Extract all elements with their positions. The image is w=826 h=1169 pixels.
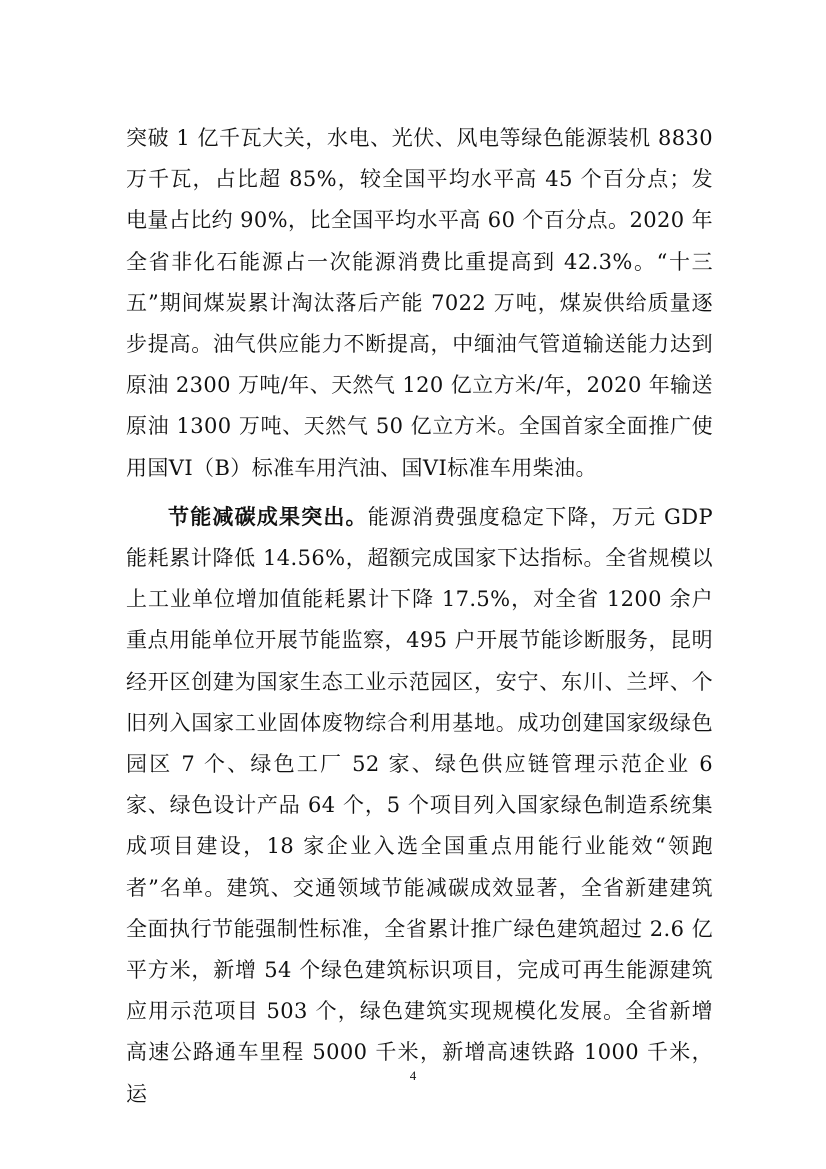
paragraph-1-text: 突破 1 亿千瓦大关，水电、光伏、风电等绿色能源装机 8830 万千瓦，占比超 85%，较全国平均水平高 45 个百分点；发电量占比约 90%，比全国平均水平高 60 个百分点。2020 年全省非化石能源占一次能源消费比重提高到 42.3%。“十三五”期间煤炭累计淘汰落后产能 7022 万吨，煤炭供给质量逐步提高。油气供应能力不断提高，中缅油气管道输送能力达到原油 2300 万吨/年、天然气 120 亿立方米/年，2020 年输送原油 1300 万吨、天然气 50 亿立方米。全国首家全面推广使用国VI（B）标准车用汽油、国VI标准车用柴油。 [126, 126, 713, 480]
paragraph-2-text: 能源消费强度稳定下降，万元 GDP 能耗累计降低 14.56%，超额完成国家下达指标。全省规模以上工业单位增加值能耗累计下降 17.5%，对全省 1200 余户重点用能单位开展节能监察，495 户开展节能诊断服务，昆明经开区创建为国家生态工业示范园区，安宁、东川、兰坪、个旧列入国家工业固体废物综合利用基地。成功创建国家级绿色园区 7 个、绿色工厂 52 家、绿色供应链管理示范企业 6 家、绿色设计产品 64 个，5 个项目列入国家绿色制造系统集成项目建设，18 家企业入选全国重点用能行业能效“领跑者”名单。建筑、交通领域节能减碳成效显著，全省新建建筑全面执行节能强制性标准，全省累计推广绿色建筑超过 2.6 亿平方米，新增 54 个绿色建筑标识项目，完成可再生能源建筑应用示范项目 503 个，绿色建筑实现规模化发展。全省新增高速公路通车里程 5000 千米，新增高速铁路 1000 千米，运 [126, 504, 713, 1106]
page-number: 4 [409, 1068, 417, 1083]
paragraph-1 [126, 118, 713, 489]
paragraph-2-lead: 节能减碳成果突出。 [168, 504, 368, 529]
paragraph-2 [126, 497, 713, 1115]
body-text [126, 118, 713, 1115]
